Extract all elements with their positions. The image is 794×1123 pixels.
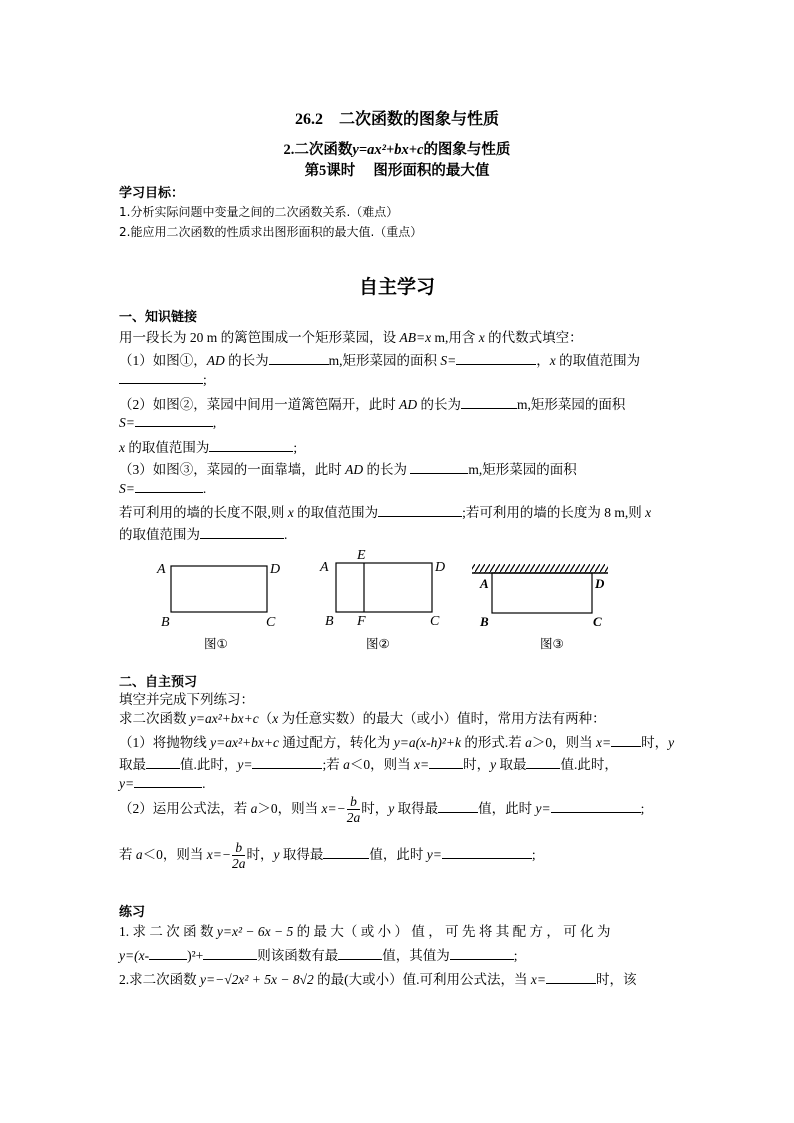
blank[interactable]: [146, 756, 180, 769]
blank[interactable]: [209, 439, 293, 452]
blank[interactable]: [429, 756, 463, 769]
formula: y=(x-: [119, 948, 150, 963]
text: ;若可利用的墙的长度为 8 m,则: [462, 505, 646, 520]
blank[interactable]: [323, 846, 369, 859]
text: 用一段长为 20 m 的篱笆围成一个矩形菜园，设: [119, 330, 400, 345]
text: ;若: [322, 757, 344, 772]
text: （1）如图①，: [119, 353, 207, 368]
text: ，: [536, 353, 550, 368]
practice-line1: [119, 920, 610, 940]
text: 的长为: [363, 462, 411, 477]
frac-denominator: 2a: [346, 810, 361, 825]
fraction-b-2a: [232, 841, 246, 871]
blank[interactable]: [546, 971, 596, 984]
q1-line2: [119, 371, 207, 388]
var: a: [343, 757, 350, 772]
fig1-label-d: D: [270, 562, 281, 577]
text: ;: [531, 847, 536, 863]
text: 取得最: [279, 847, 324, 863]
blank[interactable]: [450, 947, 514, 960]
var: x: [272, 711, 279, 726]
blank[interactable]: [526, 756, 560, 769]
text: 的代数式填空：: [484, 330, 583, 345]
text: 时，: [641, 735, 669, 750]
q4-line: [119, 501, 651, 521]
frac-numerator: b: [347, 795, 361, 810]
var: AB=x: [399, 330, 432, 345]
text: 时，: [361, 801, 389, 817]
text: 的长为: [417, 397, 461, 412]
blank[interactable]: [252, 756, 322, 769]
figure3-wall: [472, 564, 608, 573]
var: S=: [119, 481, 135, 496]
var: y=: [535, 801, 551, 817]
blank[interactable]: [135, 414, 213, 427]
text: 求二次函数: [119, 711, 190, 726]
text: 则该函数有最: [257, 948, 339, 963]
text: ;: [640, 801, 645, 817]
blank[interactable]: [456, 352, 536, 365]
figures: [0, 540, 794, 660]
subtitle-formula: y=ax²+bx+c: [352, 142, 424, 158]
text: 取最: [496, 757, 527, 772]
text: 1. 求 二 次 函 数: [119, 924, 217, 939]
var: AD: [206, 353, 225, 368]
text: ＞0，则当: [531, 735, 596, 750]
blank[interactable]: [134, 775, 202, 788]
text: 时，: [463, 757, 491, 772]
var: x=−: [321, 801, 346, 817]
text: （1）将抛物线: [119, 735, 211, 750]
var: x=−: [206, 847, 231, 863]
part2-intro1: 填空并完成下列练习：: [119, 692, 254, 707]
section-title: 自主学习: [358, 276, 435, 298]
objectives-heading: 学习目标：: [119, 186, 185, 201]
var: y: [490, 757, 497, 772]
text: 值，其值为: [382, 948, 450, 963]
var: a: [525, 735, 532, 750]
page-title: 26.2 二次函数的图象与性质: [294, 111, 499, 128]
var: x: [119, 440, 125, 455]
fig3-label-b: B: [480, 614, 489, 629]
text: 的 最 大（ 或 小 ） 值 ， 可 先 将 其 配 方 ， 可 化 为: [293, 924, 611, 939]
lesson-title: 第5课时 图形面积的最大值: [304, 163, 490, 179]
text: （: [258, 711, 273, 726]
q2-line: [119, 393, 625, 413]
figure2-rect: [336, 563, 432, 612]
fig2-caption: 图②: [366, 636, 390, 651]
fig2-label-e: E: [357, 548, 366, 563]
text: .: [202, 776, 206, 791]
practice-heading: 练习: [119, 905, 146, 920]
text: ,: [212, 415, 217, 430]
var: x: [549, 353, 556, 368]
fig1-caption: 图①: [204, 636, 228, 651]
text: m,矩形菜园的面积: [468, 462, 577, 477]
text: 时，该: [596, 972, 637, 987]
blank[interactable]: [461, 396, 517, 409]
text: （2）如图②，菜园中间用一道篱笆隔开，此时: [119, 397, 400, 412]
q1-line: [119, 349, 640, 369]
var: x=: [595, 735, 612, 750]
frac-denominator: 2a: [231, 856, 246, 871]
part1-heading: 一、知识链接: [119, 310, 198, 325]
objective-item-1: 1.分析实际问题中变量之间的二次函数关系.（难点）: [119, 205, 399, 219]
text: （2）运用公式法，若: [119, 801, 251, 817]
formula-line2: [119, 841, 536, 871]
text: 通过配方，转化为: [278, 735, 394, 750]
var: x: [478, 330, 485, 345]
var: y: [273, 847, 280, 863]
blank[interactable]: [611, 734, 641, 747]
objective-item-2: 2.能应用二次函数的性质求出图形面积的最大值.（重点）: [119, 225, 423, 239]
var: y: [668, 735, 675, 750]
method1-line3: [119, 775, 205, 792]
method1-line2: [119, 753, 618, 773]
text: ＜0，则当: [349, 757, 414, 772]
q2-line3: [119, 436, 297, 456]
blank[interactable]: [551, 800, 641, 813]
text: .: [202, 481, 207, 496]
text: （3）如图③，菜园的一面靠墙，此时: [119, 462, 346, 477]
text: 值.此时，: [560, 757, 618, 772]
text: 若可利用的墙的长度不限,则: [119, 505, 288, 520]
var: x=: [414, 757, 430, 772]
fraction-b-2a: [347, 795, 361, 825]
fig2-label-d: D: [435, 560, 446, 575]
part2-heading: 二、自主预习: [119, 675, 198, 690]
q3-line2: [119, 480, 206, 497]
figure3-rect: [492, 573, 592, 613]
formula: y=ax²+bx+c: [210, 735, 279, 750]
var: S=: [440, 353, 457, 368]
formula: y=−√2x² + 5x − 8√2: [200, 972, 314, 987]
text: 的最(大或小）值.可利用公式法，当: [313, 972, 531, 987]
blank[interactable]: [200, 526, 284, 539]
formula: y=a(x-h)²+k: [393, 735, 461, 750]
var: x: [287, 505, 294, 520]
blank[interactable]: [438, 800, 478, 813]
frac-numerator: b: [232, 841, 246, 856]
text: 时，: [246, 847, 274, 863]
text: 的取值范围为: [555, 353, 641, 368]
subtitle-suffix: 的图象与性质: [423, 142, 511, 158]
q3-line: [119, 458, 577, 478]
text: 的长为: [224, 353, 269, 368]
subtitle-prefix: 2.二次函数: [283, 142, 353, 158]
fig3-label-a: A: [480, 576, 489, 591]
var: x: [645, 505, 652, 520]
fig1-label-b: B: [161, 615, 170, 630]
text: 值，此时: [369, 847, 427, 863]
text: ;: [513, 948, 518, 963]
text: )²+: [187, 948, 204, 963]
blank[interactable]: [149, 947, 187, 960]
fig2-label-f: F: [357, 614, 366, 629]
text: 的形式.若: [460, 735, 526, 750]
var: S=: [119, 415, 135, 430]
text: 值.此时，: [180, 757, 238, 772]
text: 2.求二次函数: [119, 972, 200, 987]
formula: y=x² − 6x − 5: [216, 924, 294, 939]
text: 的取值范围为: [119, 527, 200, 542]
fig3-caption: 图③: [540, 636, 564, 651]
var: AD: [399, 397, 418, 412]
text: 为任意实数）的最大（或小）值时，常用方法有两种：: [278, 711, 606, 726]
text: m,矩形菜园的面积: [328, 353, 441, 368]
var: AD: [345, 462, 364, 477]
fig1-label-c: C: [266, 615, 276, 630]
part2-intro2: [119, 707, 606, 727]
text: 的取值范围为: [293, 505, 379, 520]
text: .: [284, 527, 288, 542]
blank[interactable]: [442, 846, 532, 859]
text: 取得最: [394, 801, 439, 817]
figure1-rect: [171, 566, 267, 612]
subtitle: [0, 138, 794, 159]
blank[interactable]: [378, 504, 462, 517]
text: m,用含: [431, 330, 479, 345]
q2-line2: [119, 414, 216, 431]
text: 值，此时: [478, 801, 536, 817]
fig3-label-c: C: [593, 614, 602, 629]
fig3-label-d: D: [595, 576, 605, 591]
text: ;: [203, 372, 207, 387]
var: y: [388, 801, 395, 817]
blank[interactable]: [119, 371, 203, 384]
text: 若: [119, 847, 136, 863]
blank[interactable]: [338, 947, 382, 960]
text: 的取值范围为: [125, 440, 210, 455]
blank[interactable]: [269, 352, 329, 365]
practice-line3: [119, 968, 637, 988]
text: m,矩形菜园的面积: [517, 397, 626, 412]
text: ;: [293, 440, 298, 455]
formula-line1: [119, 795, 644, 825]
formula: y=ax²+bx+c: [189, 711, 259, 726]
var: x=: [530, 972, 547, 987]
var: y=: [119, 776, 135, 791]
var: y=: [426, 847, 442, 863]
var: a: [250, 801, 258, 817]
practice-line2: [119, 944, 518, 964]
fig2-label-c: C: [430, 614, 440, 629]
blank[interactable]: [135, 480, 203, 493]
var: a: [135, 847, 143, 863]
blank[interactable]: [203, 947, 257, 960]
var: y=: [237, 757, 253, 772]
method1-line1: [119, 731, 674, 751]
text: 取最: [119, 757, 146, 772]
part1-intro: [119, 326, 583, 346]
fig2-label-b: B: [325, 614, 334, 629]
fig2-label-a: A: [320, 560, 329, 575]
text: ＞0，则当: [257, 801, 322, 817]
fig1-label-a: A: [157, 562, 166, 577]
text: ＜0，则当: [142, 847, 207, 863]
blank[interactable]: [410, 461, 468, 474]
